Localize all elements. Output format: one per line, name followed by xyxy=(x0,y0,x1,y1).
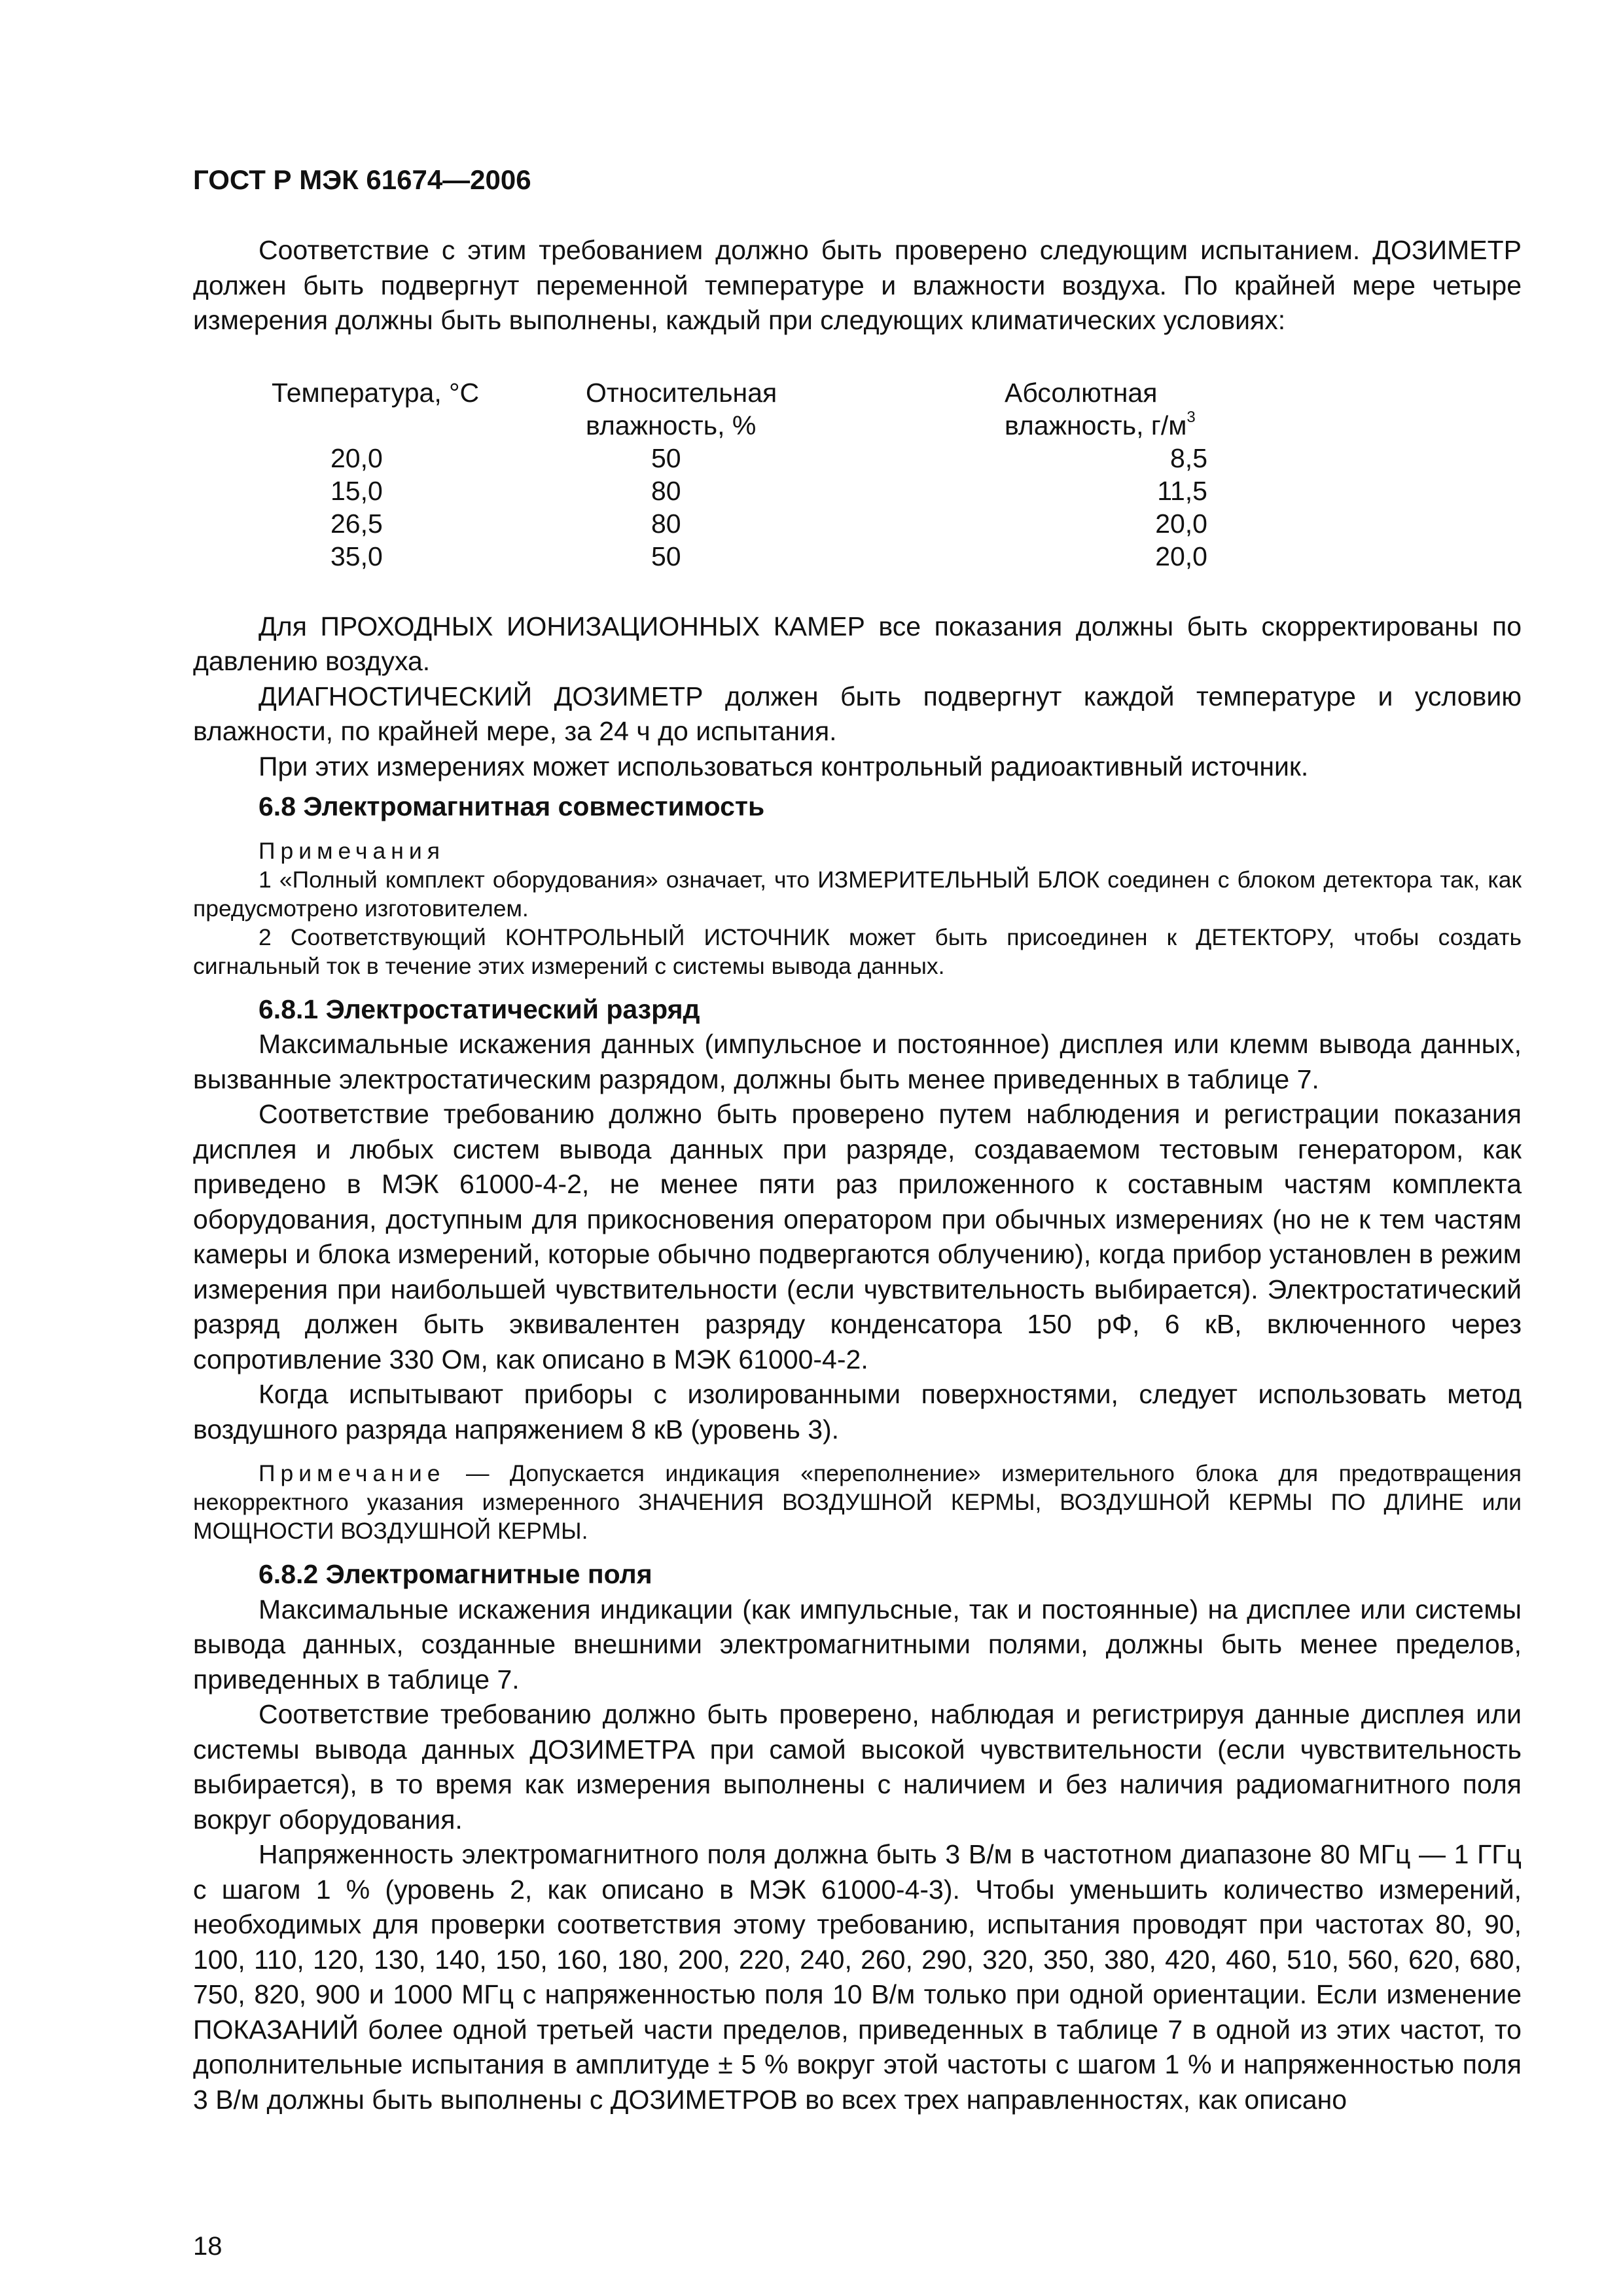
paragraph: Напряженность электромагнитного поля должна быть 3 В/м в частотном диапазоне 80 МГц — 1 ГГц с шагом 1 % (уровень 2, как описано в МЭК 61000-4-3). Чтобы уменьшить количество измерений, необходимых для проверки соответствия этому требованию, испытания проводят при частотах 80, 90, 100, 110, 120, 130, 140, 150, 160, 180, 200, 220, 240, 260, 290, 320, 350, 380, 420, 460, 510, 560, 620, 680, 750, 820, 900 и 1000 МГц с напряженностью поля 10 В/м только при одной ориентации. Если изменение ПОКАЗАНИЙ более одной третьей части пределов, приведенных в таблице 7 в одной из этих частот, то дополнительные испытания в амплитуде ± 5 % вокруг этой частоты с шагом 1 % и напряженностью поля 3 В/м должны быть выполнены с ДОЗИМЕТРОВ во всех трех направленностях, как описано xyxy=(193,1839,1522,2115)
superscript: 3 xyxy=(1186,408,1196,426)
section-heading-6-8-1: 6.8.1 Электростатический разряд xyxy=(259,994,700,1024)
note-text: — Допускается индикация «переполнение» измерительного блока для предотвращения некорректного указания измеренного ЗНАЧЕНИЯ ВОЗДУШНОЙ КЕРМЫ, ВОЗДУШНОЙ КЕРМЫ ПО ДЛИНЕ или МОЩНОСТИ ВОЗДУШНОЙ КЕРМЫ. xyxy=(193,1460,1522,1544)
table-header-row xyxy=(193,376,1522,442)
cell-relative-humidity: 80 xyxy=(651,508,681,539)
cell-absolute-humidity: 20,0 xyxy=(1155,508,1207,539)
cell-absolute-humidity: 11,5 xyxy=(1157,475,1207,506)
paragraph: Когда испытывают приборы с изолированными поверхностями, следует использовать метод воздушного разряда напряжением 8 кВ (уровень 3). xyxy=(193,1379,1522,1444)
header-line: влажность, г/м xyxy=(1005,410,1187,440)
note-item: 1 «Полный комплект оборудования» означает, что ИЗМЕРИТЕЛЬНЫЙ БЛОК соединен с блоком детектора так, как предусмотрено изготовителем. xyxy=(193,866,1522,922)
cell-temperature: 35,0 xyxy=(330,541,383,571)
cell-relative-humidity: 80 xyxy=(651,475,681,506)
note-block xyxy=(193,1459,1522,1545)
column-header-relative-humidity xyxy=(586,376,777,442)
note-item xyxy=(193,1459,1522,1545)
section-heading-6-8: 6.8 Электромагнитная совместимость xyxy=(259,791,765,821)
cell-temperature: 20,0 xyxy=(330,442,383,473)
notes-title: Примечания xyxy=(259,837,445,864)
cell-absolute-humidity: 8,5 xyxy=(1170,442,1207,473)
paragraph: Максимальные искажения индикации (как импульсные, так и постоянные) на дисплее или системы вывода данных, созданные внешними электромагнитными полями, должны быть менее пределов, приведенных в таблице 7. xyxy=(193,1594,1522,1695)
cell-relative-humidity: 50 xyxy=(651,442,681,473)
table-row xyxy=(193,540,1522,573)
header-line: Абсолютная xyxy=(1005,377,1158,408)
climate-conditions-table xyxy=(193,376,1522,573)
page-number: 18 xyxy=(193,2232,223,2261)
column-header-absolute-humidity xyxy=(1005,376,1196,442)
table-row xyxy=(193,507,1522,540)
document-header: ГОСТ Р МЭК 61674—2006 xyxy=(193,164,531,195)
paragraph: Соответствие с этим требованием должно быть проверено следующим испытанием. ДОЗИМЕТР должен быть подвергнут переменной температуре и влажности воздуха. По крайней мере четыре измерения должны быть выполнены, каждый при следующих климатических условиях: xyxy=(193,235,1522,335)
cell-absolute-humidity: 20,0 xyxy=(1155,541,1207,571)
header-line: Относительная xyxy=(586,377,777,408)
note-item: 2 Соответствующий КОНТРОЛЬНЫЙ ИСТОЧНИК может быть присоединен к ДЕТЕКТОРУ, чтобы создать сигнальный ток в течение этих измерений с системы вывода данных. xyxy=(193,924,1522,979)
column-header-temperature: Температура, °C xyxy=(272,377,480,408)
paragraph: Максимальные искажения данных (импульсное и постоянное) дисплея или клемм вывода данных, вызванные электростатическим разрядом, должны быть менее приведенных в таблице 7. xyxy=(193,1029,1522,1094)
table-row xyxy=(193,442,1522,475)
note-label: Примечание xyxy=(259,1460,446,1486)
cell-temperature: 15,0 xyxy=(330,475,383,506)
section-heading-6-8-2: 6.8.2 Электромагнитные поля xyxy=(259,1559,652,1589)
paragraph: Для ПРОХОДНЫХ ИОНИЗАЦИОННЫХ КАМЕР все показания должны быть скорректированы по давлению воздуха. xyxy=(193,611,1522,676)
table-row xyxy=(193,475,1522,507)
header-line: влажность, % xyxy=(586,410,757,440)
notes-block xyxy=(193,836,1522,980)
paragraph: Соответствие требованию должно быть проверено, наблюдая и регистрируя данные дисплея или системы вывода данных ДОЗИМЕТРА при самой высокой чувствительности (если чувствительность выбирается), в то время как измерения выполнены с наличием и без наличия радиомагнитного поля вокруг оборудования. xyxy=(193,1699,1522,1835)
paragraph: Соответствие требованию должно быть проверено путем наблюдения и регистрации показания дисплея и любых систем вывода данных при разряде, создаваемом тестовым генератором, как приведено в МЭК 61000-4-2, не менее пяти раз приложенного к составным частям комплекта оборудования, доступным для прикосновения оператором при обычных измерениях (но не к тем частям камеры и блока измерений, которые обычно подвергаются облучению), когда прибор установлен в режим измерения при наибольшей чувствительности (если чувствительность выбирается). Электростатический разряд должен быть эквивалентен разряду конденсатора 150 рФ, 6 кВ, включенного через сопротивление 330 Ом, как описано в МЭК 61000-4-2. xyxy=(193,1099,1522,1374)
cell-relative-humidity: 50 xyxy=(651,541,681,571)
paragraph: При этих измерениях может использоваться контрольный радиоактивный источник. xyxy=(259,751,1309,781)
cell-temperature: 26,5 xyxy=(330,508,383,539)
paragraph: ДИАГНОСТИЧЕСКИЙ ДОЗИМЕТР должен быть подвергнут каждой температуре и условию влажности, по крайней мере, за 24 ч до испытания. xyxy=(193,681,1522,746)
